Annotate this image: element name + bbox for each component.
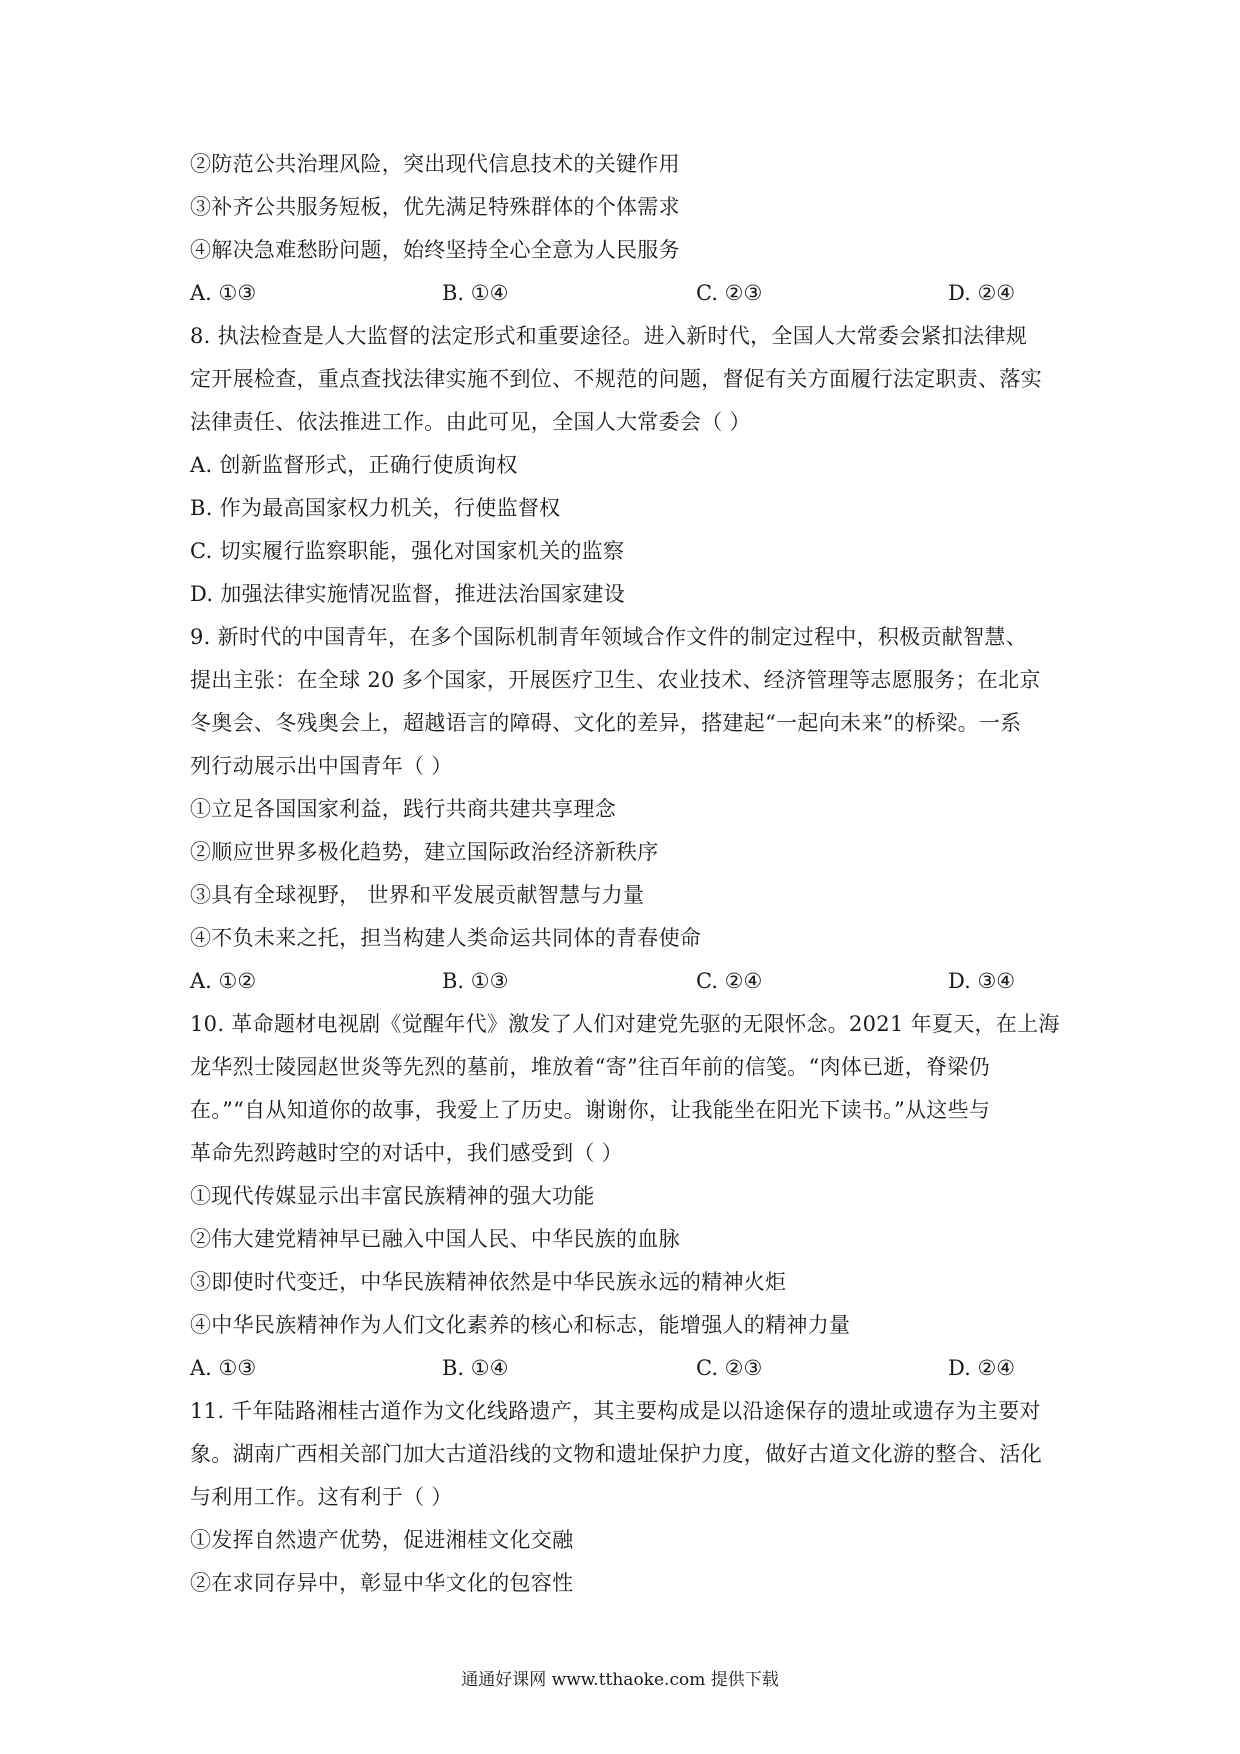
statement-item: ②防范公共治理风险，突出现代信息技术的关键作用: [190, 152, 680, 176]
question-stem-line: 定开展检查，重点查找法律实施不到位、不规范的问题，督促有关方面履行法定职责、落实: [190, 367, 1042, 391]
question-stem-line: 10. 革命题材电视剧《觉醒年代》激发了人们对建党先驱的无限怀念。2021 年夏天，在上海: [190, 1012, 1060, 1036]
statement-item: ③即使时代变迁，中华民族精神依然是中华民族永远的精神火炬: [190, 1270, 787, 1294]
statement-item: ②伟大建党精神早已融入中国人民、中华民族的血脉: [190, 1227, 680, 1251]
option-d: D. ②④: [948, 1356, 1016, 1380]
page-footer: 通通好课网 www.tthaoke.com 提供下载: [461, 1670, 779, 1690]
question-stem-line: 11. 千年陆路湘桂古道作为文化线路遗产，其主要构成是以沿途保存的遗址或遗存为主要对: [190, 1399, 1041, 1423]
question-stem-line: 提出主张：在全球 20 多个国家，开展医疗卫生、农业技术、经济管理等志愿服务；在北京: [190, 668, 1041, 692]
answer-options: [190, 960, 1070, 1003]
question-stem-line: 9. 新时代的中国青年，在多个国际机制青年领域合作文件的制定过程中，积极贡献智慧、: [190, 625, 1028, 649]
statement-item: ④中华民族精神作为人们文化素养的核心和标志，能增强人的精神力量: [190, 1313, 851, 1337]
choice-d: D. 加强法律实施情况监督，推进法治国家建设: [190, 582, 626, 606]
statement-item: ①现代传媒显示出丰富民族精神的强大功能: [190, 1184, 595, 1208]
statement-item: ③具有全球视野， 世界和平发展贡献智慧与力量: [190, 883, 645, 907]
option-a: A. ①②: [190, 969, 257, 993]
option-c: C. ②③: [696, 1356, 763, 1380]
answer-options: [190, 1347, 1070, 1390]
question-9: [190, 616, 1070, 1003]
question-stem-line: 法律责任、依法推进工作。由此可见，全国人大常委会（ ）: [190, 410, 751, 434]
question-stem-line: 8. 执法检查是人大监督的法定形式和重要途径。进入新时代，全国人大常委会紧扣法律规: [190, 324, 1028, 348]
option-c: C. ②④: [696, 969, 763, 993]
statement-item: ②顺应世界多极化趋势，建立国际政治经济新秩序: [190, 840, 659, 864]
option-d: D. ③④: [948, 969, 1016, 993]
question-8: [190, 315, 1070, 616]
question-stem-line: 列行动展示出中国青年（ ）: [190, 754, 453, 778]
statement-item: ②在求同存异中，彰显中华文化的包容性: [190, 1571, 574, 1595]
question-11: [190, 1390, 1070, 1605]
option-a: A. ①③: [190, 1356, 257, 1380]
choice-c: C. 切实履行监察职能，强化对国家机关的监察: [190, 539, 625, 563]
statement-item: ③补齐公共服务短板，优先满足特殊群体的个体需求: [190, 195, 680, 219]
statement-item: ④不负未来之托，担当构建人类命运共同体的青春使命: [190, 926, 702, 950]
option-b: B. ①③: [442, 969, 509, 993]
question-stem-line: 冬奥会、冬残奥会上，超越语言的障碍、文化的差异，搭建起“一起向未来”的桥梁。一系: [190, 711, 1022, 735]
statement-item: ①立足各国国家利益，践行共商共建共享理念: [190, 797, 616, 821]
statement-item: ④解决急难愁盼问题，始终坚持全心全意为人民服务: [190, 238, 680, 262]
question-stem-line: 革命先烈跨越时空的对话中，我们感受到（ ）: [190, 1141, 623, 1165]
option-b: B. ①④: [442, 1356, 509, 1380]
exam-page-content: [190, 143, 1070, 1605]
statement-item: ①发挥自然遗产优势，促进湘桂文化交融: [190, 1528, 574, 1552]
question-stem-line: 龙华烈士陵园赵世炎等先烈的墓前，堆放着“寄”往百年前的信笺。“肉体已逝，脊梁仍: [190, 1055, 990, 1079]
question-stem-line: 在。”“自从知道你的故事，我爱上了历史。谢谢你，让我能坐在阳光下读书。”从这些与: [190, 1098, 991, 1122]
option-b: B. ①④: [442, 281, 509, 305]
option-a: A. ①③: [190, 281, 257, 305]
answer-options: [190, 272, 1070, 315]
question-7-continuation: [190, 143, 1070, 315]
choice-a: A. 创新监督形式，正确行使质询权: [190, 453, 518, 477]
option-c: C. ②③: [696, 281, 763, 305]
question-stem-line: 与利用工作。这有利于（ ）: [190, 1485, 453, 1509]
question-10: [190, 1003, 1070, 1390]
option-d: D. ②④: [948, 281, 1016, 305]
choice-b: B. 作为最高国家权力机关，行使监督权: [190, 496, 561, 520]
question-stem-line: 象。湖南广西相关部门加大古道沿线的文物和遗址保护力度，做好古道文化游的整合、活化: [190, 1442, 1042, 1466]
